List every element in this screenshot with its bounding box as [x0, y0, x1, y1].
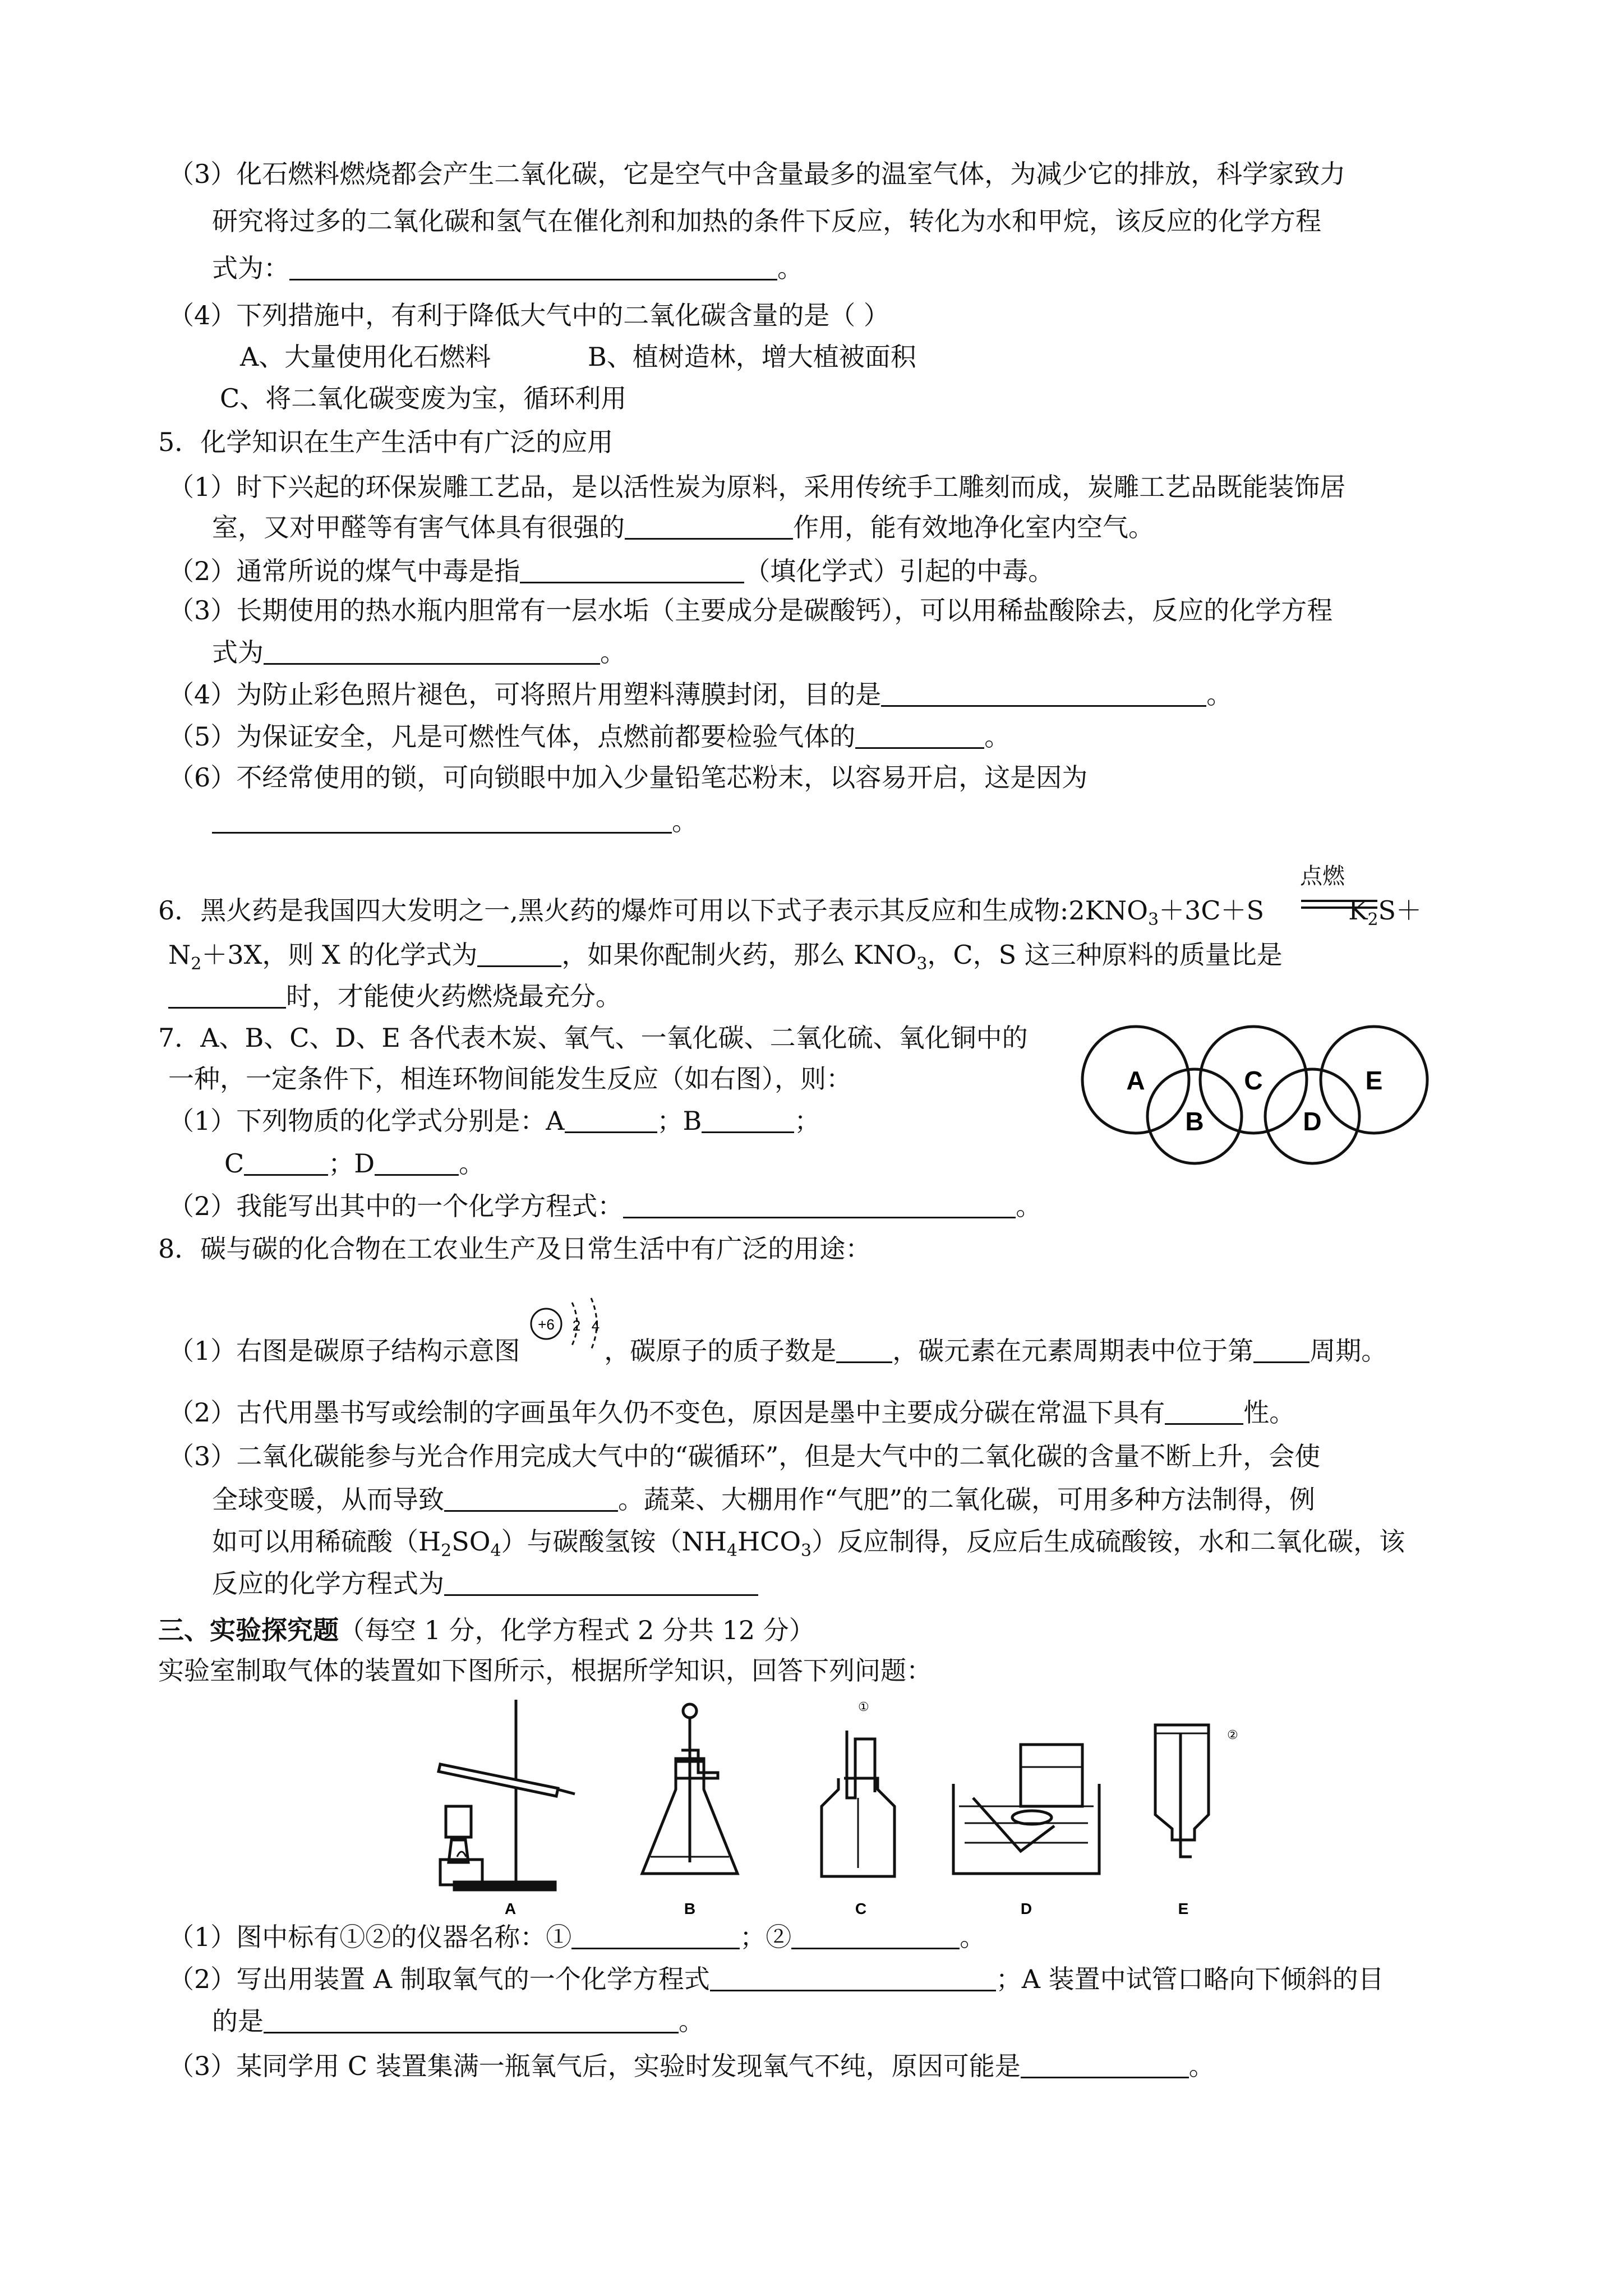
atom-shell-1-electrons: 2 [572, 1317, 581, 1334]
q7-p2: （2）我能写出其中的一个化学方程式： 。 [168, 1191, 1042, 1221]
reaction-condition: 点燃 [1300, 863, 1345, 889]
answer-blank[interactable] [571, 1923, 740, 1949]
apparatus-a [439, 1700, 575, 1890]
q4-p3-line2: 研究将过多的二氧化碳和氢气在催化剂和加热的条件下反应，转化为水和甲烷，该反应的化学方程 [212, 206, 1321, 236]
q7-p1-line2: C ；D 。 [224, 1148, 485, 1179]
q4-option-b: B、植树造林，增大植被面积 [588, 342, 916, 372]
apparatus-label: D [1020, 1900, 1032, 1917]
q8-p3-line3: 如可以用稀硫酸$(H_2SO_4)$与碳酸氢铵$(NH_4HCO_3)$反应制得，反应后生成硫酸铵，水和二氧化碳，该 [212, 1526, 1405, 1561]
answer-blank[interactable] [375, 1149, 459, 1176]
section3-heading: 三、实验探究题（每空 1 分，化学方程式 2 分共 12 分） [158, 1615, 815, 1645]
answer-blank[interactable] [881, 680, 1206, 707]
atom-nucleus-charge: +6 [538, 1316, 555, 1333]
q5-p2: （2）通常所说的煤气中毒是指 （填化学式）引起的中毒。 [168, 556, 1054, 586]
q8-p3-line1: （3）二氧化碳能参与光合作用完成大气中的“碳循环”，但是大气中的二氧化碳的含量不断上升，会使 [168, 1441, 1321, 1471]
answer-blank[interactable] [444, 1485, 618, 1512]
answer-blank[interactable] [477, 941, 561, 967]
ring-label: E [1365, 1066, 1383, 1095]
equals-sign-double-line [1300, 896, 1378, 913]
q7-line1: 7．A、B、C、D、E 各代表木炭、氧气、一氧化碳、二氧化硫、氧化铜中的 [158, 1023, 1028, 1053]
q4-option-a: A、大量使用化石燃料 [240, 342, 491, 372]
answer-blank[interactable] [836, 1337, 892, 1363]
section3-intro: 实验室制取气体的装置如下图所示，根据所学知识，回答下列问题： [158, 1655, 932, 1686]
answer-blank[interactable] [702, 1107, 794, 1133]
answer-blank[interactable] [1165, 1398, 1243, 1425]
answer-blank[interactable] [1253, 1337, 1310, 1363]
atom-shell-2-electrons: 4 [591, 1317, 600, 1334]
q4-p3-line1: （3）化石燃料燃烧都会产生二氧化碳，它是空气中含量最多的温室气体，为减少它的排放，科学家致力 [168, 159, 1346, 189]
q8-title: 8．碳与碳的化合物在工农业生产及日常生活中有广泛的用途： [158, 1234, 872, 1264]
answer-blank[interactable] [1021, 2052, 1189, 2078]
q8-p2: （2）古代用墨书写或绘制的字画虽年久仍不变色，原因是墨中主要成分碳在常温下具有 性。 [168, 1397, 1295, 1428]
q4-option-c: C、将二氧化碳变废为宝，循环利用 [220, 383, 627, 413]
s3-p3: （3）某同学用 C 装置集满一瓶氧气后，实验时发现氧气不纯，原因可能是 。 [168, 2051, 1215, 2081]
q5-p6-line2: 。 [212, 806, 698, 837]
answer-blank[interactable] [212, 807, 672, 834]
q5-p5: （5）为保证安全，凡是可燃性气体，点燃前都要检验气体的 。 [168, 721, 1011, 752]
q6-line1: 6．黑火药是我国四大发明之一,黑火药的爆炸可用以下式子表示其反应和生成物$:2KNO_3+3C+S$ $K_2S+$ [158, 895, 1422, 930]
marker-2: ② [1227, 1728, 1238, 1742]
apparatus-c [822, 1731, 895, 1876]
ring-label: B [1185, 1107, 1204, 1136]
answer-blank[interactable] [168, 982, 286, 1009]
lab-apparatus-figure [426, 1694, 1279, 1918]
ring-label: A [1126, 1066, 1145, 1095]
apparatus-e [1155, 1725, 1209, 1857]
s3-p2-line2: 的是 。 [212, 2006, 704, 2036]
q8-p3-line2: 全球变暖，从而导致 。蔬菜、大棚用作“气肥”的二氧化碳，可用多种方法制得，例 [212, 1484, 1316, 1515]
q8-p1: （1）右图是碳原子结构示意图 ，碳原子的质子数是 ，碳元素在元素周期表中位于第 周期。 [168, 1336, 1387, 1366]
apparatus-label: E [1178, 1900, 1189, 1917]
apparatus-label: C [855, 1900, 867, 1917]
q5-p1-line1: （1）时下兴起的环保炭雕工艺品，是以活性炭为原料，采用传统手工雕刻而成，炭雕工艺品既能装饰居 [168, 472, 1346, 502]
q7-line2: 一种，一定条件下，相连环物间能发生反应（如右图），则： [168, 1064, 852, 1094]
q4-p4-stem: （4）下列措施中，有利于降低大气中的二氧化碳含量的是（ ） [168, 300, 889, 330]
apparatus-b [642, 1704, 737, 1874]
ring-label: C [1244, 1066, 1263, 1095]
q5-title: 5．化学知识在生产生活中有广泛的应用 [158, 427, 614, 457]
q7-p1-line1: （1）下列物质的化学式分别是：A ；B ； [168, 1106, 820, 1136]
q5-p3-line1: （3）长期使用的热水瓶内胆常有一层水垢（主要成分是碳酸钙），可以用稀盐酸除去，反应的化学方程 [168, 595, 1333, 625]
carbon-atom-structure-diagram [528, 1290, 612, 1363]
answer-blank[interactable] [264, 2007, 679, 2033]
q5-p3-line2: 式为 。 [212, 637, 626, 668]
q5-p1-line2: 室，又对甲醛等有害气体具有很强的 作用，能有效地净化室内空气。 [212, 512, 1154, 542]
apparatus-d [953, 1745, 1099, 1874]
answer-blank[interactable] [791, 1923, 960, 1949]
apparatus-label: A [504, 1900, 517, 1917]
answer-blank[interactable] [264, 638, 600, 665]
answer-blank[interactable] [244, 1149, 328, 1176]
q6-line3: 时，才能使火药燃烧最充分。 [168, 981, 621, 1012]
q5-p4: （4）为防止彩色照片褪色，可将照片用塑料薄膜封闭，目的是 。 [168, 679, 1233, 710]
answer-blank[interactable] [444, 1570, 758, 1596]
answer-blank[interactable] [623, 1192, 1016, 1218]
apparatus-label: B [684, 1900, 696, 1917]
answer-blank[interactable] [565, 1107, 657, 1133]
linked-rings-diagram [1077, 1010, 1441, 1172]
q5-p6-line1: （6）不经常使用的锁，可向锁眼中加入少量铅笔芯粉末，以容易开启，这是因为 [168, 762, 1088, 793]
q6-line2: $N_2+3X$，则 X 的化学式为 ，如果你配制火药，那么 $KNO_3$，C，S 这三种原料的质量比是 [168, 940, 1283, 974]
q4-p3-line3: 式为： 。 [212, 253, 803, 283]
answer-blank[interactable] [710, 1965, 996, 1991]
s3-p2-line1: （2）写出用装置 A 制取氧气的一个化学方程式 ；A 装置中试管口略向下倾斜的目 [168, 1964, 1384, 1994]
q8-p3-line4: 反应的化学方程式为 [212, 1568, 758, 1599]
s3-p1: （1）图中标有①②的仪器名称：① ；② 。 [168, 1922, 986, 1952]
ring-label: D [1303, 1107, 1322, 1136]
answer-blank[interactable] [289, 254, 777, 280]
marker-1: ① [858, 1700, 869, 1714]
answer-blank[interactable] [520, 557, 744, 583]
answer-blank[interactable] [625, 513, 793, 540]
answer-blank[interactable] [855, 723, 984, 749]
